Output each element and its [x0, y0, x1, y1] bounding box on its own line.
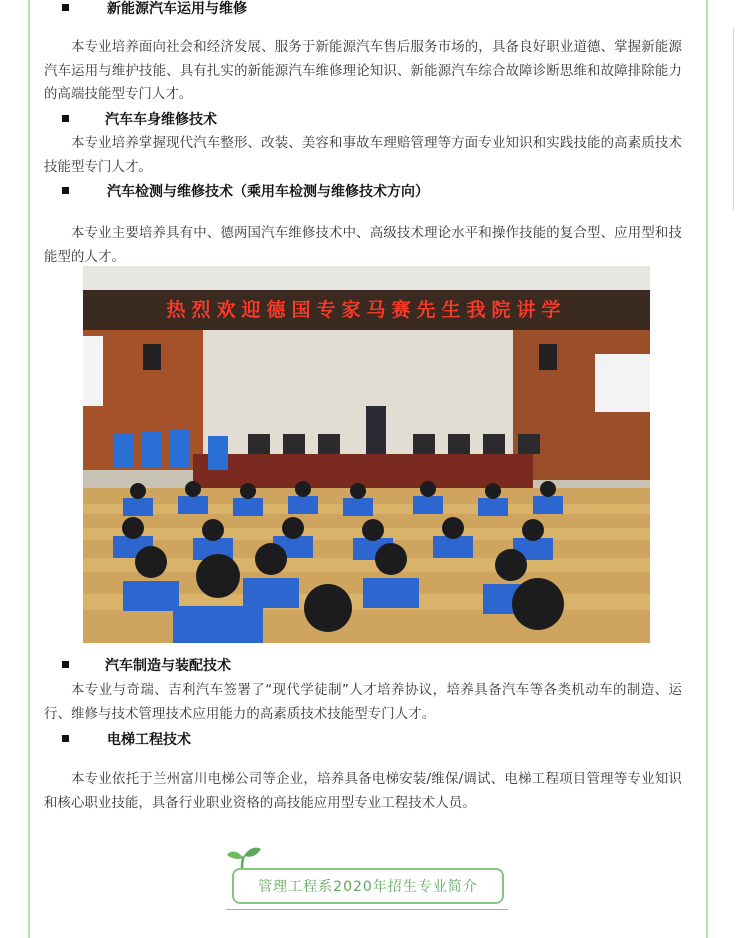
bullet-square-icon	[62, 187, 69, 194]
footer-divider	[226, 909, 508, 910]
section-title: 汽车制造与装配技术	[105, 658, 231, 674]
section-paragraph: 本专业依托于兰州富川电梯公司等企业，培养具备电梯安装/维保/调试、电梯工程项目管理等专业知识和核心职业技能，具备行业职业资格的高技能应用型专业工程技术人员。	[44, 772, 682, 811]
section-paragraph: 本专业培养掌握现代汽车整形、改装、美容和事故车理赔管理等方面专业知识和实践技能的高素质技术技能型专门人才。	[44, 136, 682, 175]
footer-title: 管理工程系2020年招生专业简介	[232, 868, 504, 904]
section-title: 电梯工程技术	[107, 732, 191, 748]
bullet-square-icon	[62, 661, 69, 668]
bullet-square-icon	[62, 115, 69, 122]
lecture-photo	[83, 266, 650, 643]
welcome-banner: 热烈欢迎德国专家马赛先生我院讲学	[166, 299, 567, 321]
section-title: 新能源汽车运用与维修	[107, 1, 247, 17]
footer-badge	[226, 846, 508, 916]
section-heading	[44, 0, 247, 18]
section-heading	[44, 657, 231, 675]
bullet-square-icon	[62, 4, 69, 11]
section-paragraph: 本专业培养面向社会和经济发展、服务于新能源汽车售后服务市场的，具备良好职业道德、掌握新能源汽车运用与维护技能、具有扎实的新能源汽车维修理论知识、新能源汽车综合故障诊断思维和故障排除能力的高端技能型专门人才。	[44, 40, 682, 102]
section-paragraph: 本专业与奇瑞、吉利汽车签署了“现代学徒制”人才培养协议，培养具备汽车等各类机动车的制造、运行、维修与技术管理技术应用能力的高素质技术技能型专门人才。	[44, 683, 682, 722]
section-title: 汽车车身维修技术	[105, 112, 217, 128]
section-heading	[44, 111, 217, 129]
section-paragraph: 本专业主要培养具有中、德两国汽车维修技术中、高级技术理论水平和操作技能的复合型、应用型和技能型的人才。	[44, 226, 682, 265]
section-heading	[44, 731, 191, 749]
section-title: 汽车检测与维修技术（乘用车检测与维修技术方向）	[107, 184, 429, 200]
scrollbar-edge[interactable]	[733, 28, 734, 210]
bullet-square-icon	[62, 735, 69, 742]
section-heading	[44, 183, 429, 201]
